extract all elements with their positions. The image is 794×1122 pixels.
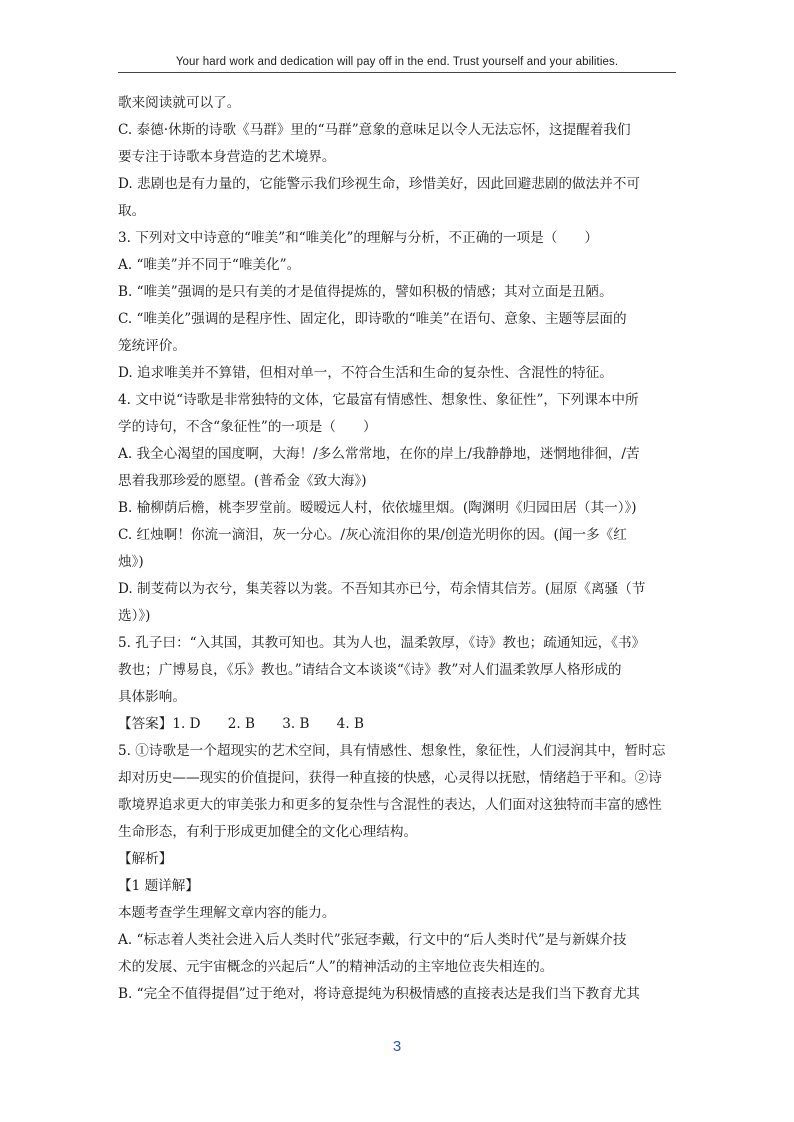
question-5-stem: 5. 孔子曰：“入其国，其教可知也。其为人也，温柔敦厚，《诗》教也；疏通知远，《书》	[118, 635, 646, 651]
analysis-heading: 【解析】	[118, 851, 173, 867]
question-4-stem: 4. 文中说“诗歌是非常独特的文体，它最富有情感性、想象性、象征性”，下列课本中所	[118, 392, 639, 408]
text-line: D. 悲剧也是有力量的，它能警示我们珍视生命，珍惜美好，因此回避悲剧的做法并不可	[118, 176, 641, 192]
text-line: 术的发展、元宇宙概念的兴起后“人”的精神活动的主宰地位丧失相连的。	[118, 959, 554, 975]
text-line: A. “标志着人类社会进入后人类时代”张冠李戴，行文中的“后人类时代”是与新媒介技	[118, 932, 627, 948]
text-line: D. 制芰荷以为衣兮，集芙蓉以为裳。不吾知其亦已兮，苟余情其信芳。(屈原《离骚（节	[118, 581, 646, 597]
text-line: A. “唯美”并不同于“唯美化”。	[118, 257, 301, 273]
text-line: 要专注于诗歌本身营造的艺术境界。	[118, 149, 336, 165]
text-line: 具体影响。	[118, 689, 186, 705]
page-header: Your hard work and dedication will pay off in the end. Trust yourself and your abilities.	[175, 56, 619, 68]
text-line: 却对历史——现实的价值提问，获得一种直接的快感，心灵得以抚慰，情绪趋于平和。②诗	[118, 770, 662, 786]
text-line: 选）》)	[118, 608, 151, 624]
text-line: 教也；广博易良，《乐》教也。”请结合文本谈谈“《诗》教”对人们温柔敦厚人格形成的	[118, 662, 622, 678]
text-line: B. 榆柳荫后檐，桃李罗堂前。暧暧远人村，依依墟里烟。(陶渊明《归园田居（其一）》)	[118, 500, 637, 516]
text-line: 歌来阅读就可以了。	[118, 95, 241, 111]
text-line: C. “唯美化”强调的是程序性、固定化，即诗歌的“唯美”在语句、意象、主题等层面的	[118, 311, 627, 327]
text-line: 本题考查学生理解文章内容的能力。	[118, 905, 336, 921]
text-line: 思着我那珍爱的愿望。(普希金《致大海》)	[118, 473, 367, 489]
text-line: 学的诗句，不含“象征性”的一项是（ ）	[118, 419, 377, 435]
text-line: C. 红烛啊！你流一滴泪，灰一分心。/灰心流泪你的果/创造光明你的因。(闻一多《红	[118, 527, 627, 543]
text-line: 烛》)	[118, 554, 144, 570]
document-body	[118, 90, 678, 1008]
header-divider	[118, 72, 676, 73]
text-line: 5. ①诗歌是一个超现实的艺术空间，具有情感性、想象性，象征性，人们浸润其中，暂时忘	[118, 743, 666, 759]
text-line: A. 我全心渴望的国度啊，大海！/多么常常地，在你的岸上/我静静地，迷惘地徘徊，/苦	[118, 446, 640, 462]
text-line: C. 泰德·休斯的诗歌《马群》里的“马群”意象的意味足以令人无法忘怀，这提醒着我们	[118, 122, 631, 138]
text-line: B. “完全不值得提倡”过于绝对，将诗意提纯为积极情感的直接表达是我们当下教育尤其	[118, 986, 640, 1002]
text-line: D. 追求唯美并不算错，但相对单一，不符合生活和生命的复杂性、含混性的特征。	[118, 365, 613, 381]
text-line: 笼统评价。	[118, 338, 186, 354]
detail-heading: 【1 题详解】	[118, 878, 199, 894]
answer-heading: 【答案】1. D 2. B 3. B 4. B	[118, 716, 364, 732]
text-line: 歌境界追求更大的审美张力和更多的复杂性与含混性的表达，人们面对这独特而丰富的感性	[118, 797, 662, 813]
text-line: 生命形态，有利于形成更加健全的文化心理结构。	[118, 824, 418, 840]
text-line: B. “唯美”强调的是只有美的才是值得提炼的，譬如积极的情感；其对立面是丑陋。	[118, 284, 613, 300]
question-3-stem: 3. 下列对文中诗意的“唯美”和“唯美化”的理解与分析，不正确的一项是（ ）	[118, 230, 599, 246]
page-number: 3	[392, 1038, 402, 1055]
text-line: 取。	[118, 203, 146, 219]
